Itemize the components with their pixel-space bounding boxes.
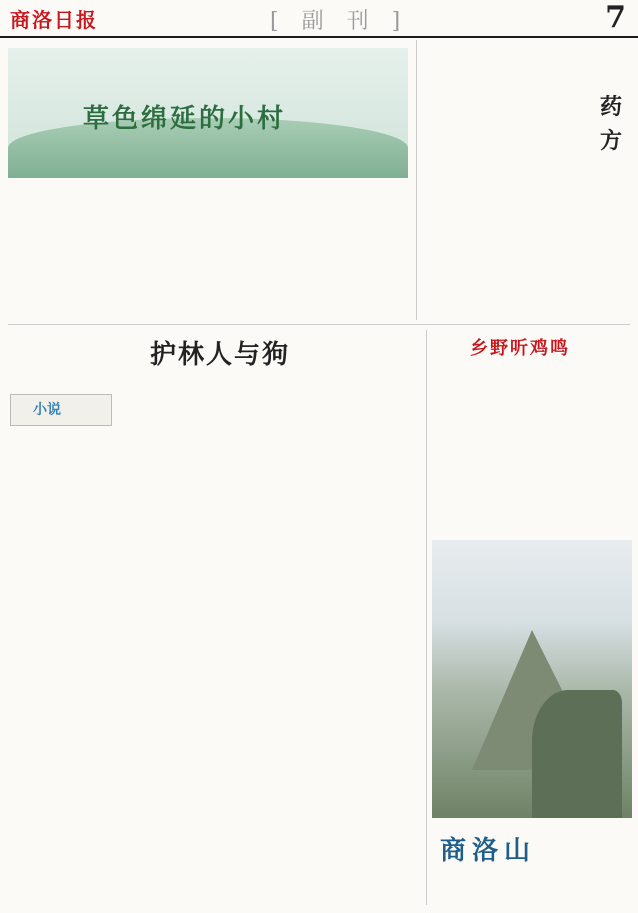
- article2-column: [220, 380, 318, 905]
- article4-title: 药方: [599, 94, 622, 154]
- article1-column: [10, 184, 104, 316]
- article2-column: [10, 430, 110, 905]
- article1-column: [210, 184, 304, 316]
- article3-column: [432, 372, 630, 534]
- section-name: [ 副 刊 ]: [270, 9, 409, 34]
- page-number: 7: [605, 0, 626, 35]
- article2-column: [116, 380, 214, 905]
- newspaper-logo: 商洛日报: [10, 8, 98, 32]
- article2-column: [324, 380, 420, 905]
- landscape-photo: [432, 540, 632, 818]
- article3-title: 乡野听鸡鸣: [470, 338, 570, 359]
- article4-column: [422, 44, 562, 316]
- section-tag-label: 小说: [33, 402, 61, 418]
- column-divider: [426, 330, 427, 905]
- masthead: [0, 0, 638, 38]
- photo-title: 商洛山: [440, 836, 537, 866]
- article1-column: [310, 184, 408, 316]
- section-tag: [10, 394, 112, 426]
- column-divider: [416, 40, 417, 320]
- article1-column: [110, 184, 204, 316]
- article1-title: 草色绵延的小村: [83, 104, 287, 134]
- section-divider: [8, 324, 630, 325]
- article2-title: 护林人与狗: [150, 340, 291, 370]
- article1-banner: [8, 48, 408, 178]
- cliff-graphic: [532, 690, 622, 818]
